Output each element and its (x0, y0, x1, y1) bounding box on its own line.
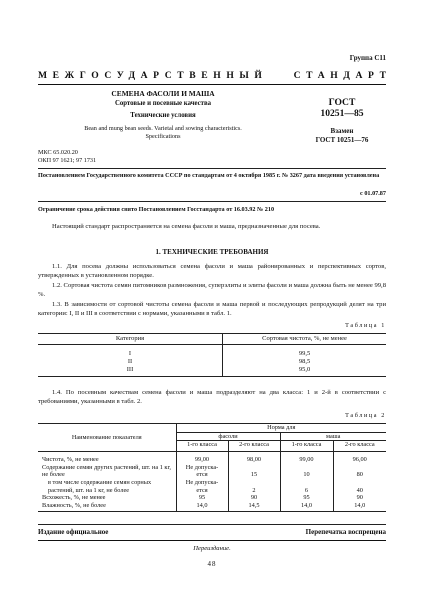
table2-cell: 6 (280, 479, 333, 494)
table2-cell: 99,00 (176, 456, 228, 464)
table2-cell: 80 (356, 471, 363, 479)
title-ru: СЕМЕНА ФАСОЛИ И МАША (111, 89, 215, 98)
table2-mung-class2: 2-го класса (344, 441, 375, 449)
table2-cell: 90 (356, 494, 363, 502)
table2-cell: Содержание семян других растений, шт. на 1 кг, не более (38, 464, 176, 479)
table1-col-category: Категория (38, 334, 223, 345)
table1-cell: 98,5 (298, 358, 311, 365)
divider-1 (38, 168, 386, 169)
table2-cell: Всхожесть, %, не менее (38, 494, 176, 502)
table2-col-name: Наименование показателя (38, 424, 176, 452)
clause-1-2: 1.2. Сортовая чистота семян питомников размножения, суперэлиты и элиты фасоли и маша должна быть не менее 99,8 %. (38, 282, 386, 299)
mks-code: МКС 65.020.20 (38, 149, 78, 156)
header-rule (38, 84, 386, 85)
table1-caption: Таблица 1 (345, 322, 386, 329)
table2-cell: 95 (280, 494, 333, 502)
table2-cell: 98,00 (228, 456, 280, 464)
table1-cell: 95,0 (298, 366, 311, 373)
official-edition: Издание официальное (38, 528, 109, 536)
table2-bean-class1: 1-го класса (176, 441, 228, 452)
table2-col-mung: маша (280, 432, 386, 441)
table-row (38, 464, 386, 479)
table1-cell: 99,5 (298, 350, 311, 357)
table2-cell: 14,5 (228, 502, 280, 512)
decree-text: Постановлением Государственного комитета СССР по стандартам от 4 октября 1985 г. № 3267 дата введения установлена (38, 172, 380, 179)
clause-1-3: 1.3. В зависимости от сортовой чистоты семена фасоли и маша первой и последующих репродукций делят на три категории: I, II и III в соответствии с нормами, указанными в табл. 1. (38, 301, 386, 318)
reprint-note: Переиздание. (193, 545, 231, 552)
table2-cell: 99,00 (280, 456, 333, 464)
table2-cell: Чистота, %, не менее (38, 456, 176, 464)
clause-1-1: 1.1. Для посева должны использоваться семена фасоли и маша районированных и перспективных сортов, утвержденных в установленном порядке. (38, 263, 386, 280)
table-1 (38, 333, 386, 377)
table-row (38, 502, 386, 512)
replace-value: ГОСТ 10251—76 (315, 136, 369, 144)
reprint-prohibited: Перепечатка воспрещена (305, 528, 386, 536)
table1-cell: II (38, 358, 223, 366)
table2-cell: Не допуска- ется (176, 479, 228, 494)
table2-bean-class2: 2-го класса (228, 441, 280, 452)
table2-cell: 95 (176, 494, 228, 502)
table-2 (38, 423, 386, 512)
intro-paragraph: Настоящий стандарт распространяется на семена фасоли и маша, предназначенные для посева. (52, 223, 321, 230)
table2-cell: 96,00 (352, 456, 367, 464)
page-number: 48 (207, 560, 217, 568)
table2-cell: 90 (228, 494, 280, 502)
table2-mung-class1: 1-го класса (280, 441, 333, 452)
table-row (38, 358, 386, 366)
header-interstate: МЕЖГОСУДАРСТВЕННЫЙ (38, 70, 268, 81)
title-en-line1: Bean and mung bean seeds. Varietal and sowing characteristics. (84, 125, 242, 132)
table2-cell: 10 (280, 464, 333, 479)
table2-cell: в том числе содержание семян сорных растений, шт. на 1 кг, не более (38, 479, 176, 494)
gost-number: 10251—85 (320, 108, 364, 119)
table-row (38, 479, 386, 494)
okp-code: ОКП 97 1621; 97 1731 (38, 157, 97, 164)
table2-col-norm: Норма для (176, 424, 386, 433)
gost-label: ГОСТ (328, 97, 356, 108)
table2-caption: Таблица 2 (345, 412, 386, 419)
header-standard: СТАНДАРТ (293, 70, 392, 81)
table-row (38, 366, 386, 377)
limit-removed: Ограничение срока действия снято Постановлением Госстандарта от 16.03.92 № 210 (38, 206, 275, 213)
table-row (38, 494, 386, 502)
table2-cell: Не допуска- ется (176, 464, 228, 479)
spec-ru: Технические условия (130, 112, 196, 119)
table2-cell: 40 (356, 486, 363, 494)
group-code: Группа С11 (349, 54, 386, 62)
footer-rule (38, 524, 386, 525)
table2-cell: 14,0 (354, 501, 366, 509)
table1-cell: I (38, 350, 223, 358)
title-en-line2: Specifications (145, 133, 181, 140)
table2-cell: Влажность, %, не более (38, 502, 176, 512)
table2-cell: 2 (228, 479, 280, 494)
table2-cell: 15 (228, 464, 280, 479)
table1-cell: III (38, 366, 223, 377)
table2-col-bean: фасоли (176, 432, 280, 441)
footer-rule-thick (38, 540, 386, 541)
table1-col-purity: Сортовая чистота, %, не менее (262, 335, 347, 342)
table2-cell: 14,0 (280, 502, 333, 512)
table-row (38, 456, 386, 464)
section-title: 1. ТЕХНИЧЕСКИЕ ТРЕБОВАНИЯ (155, 248, 269, 256)
replace-label: Взамен (330, 127, 354, 135)
subtitle-ru: Сортовые и посевные качества (114, 100, 212, 107)
clause-1-4: 1.4. По посевным качествам семена фасоли и маша подразделяют на два класса: 1 и 2-й в соответствии с требованиями, указанными в табл. 2. (38, 389, 386, 406)
table-row (38, 350, 386, 358)
table2-cell: 14,0 (176, 502, 228, 512)
introduction-date: с 01.07.87 (360, 190, 386, 197)
divider-2 (38, 201, 386, 202)
